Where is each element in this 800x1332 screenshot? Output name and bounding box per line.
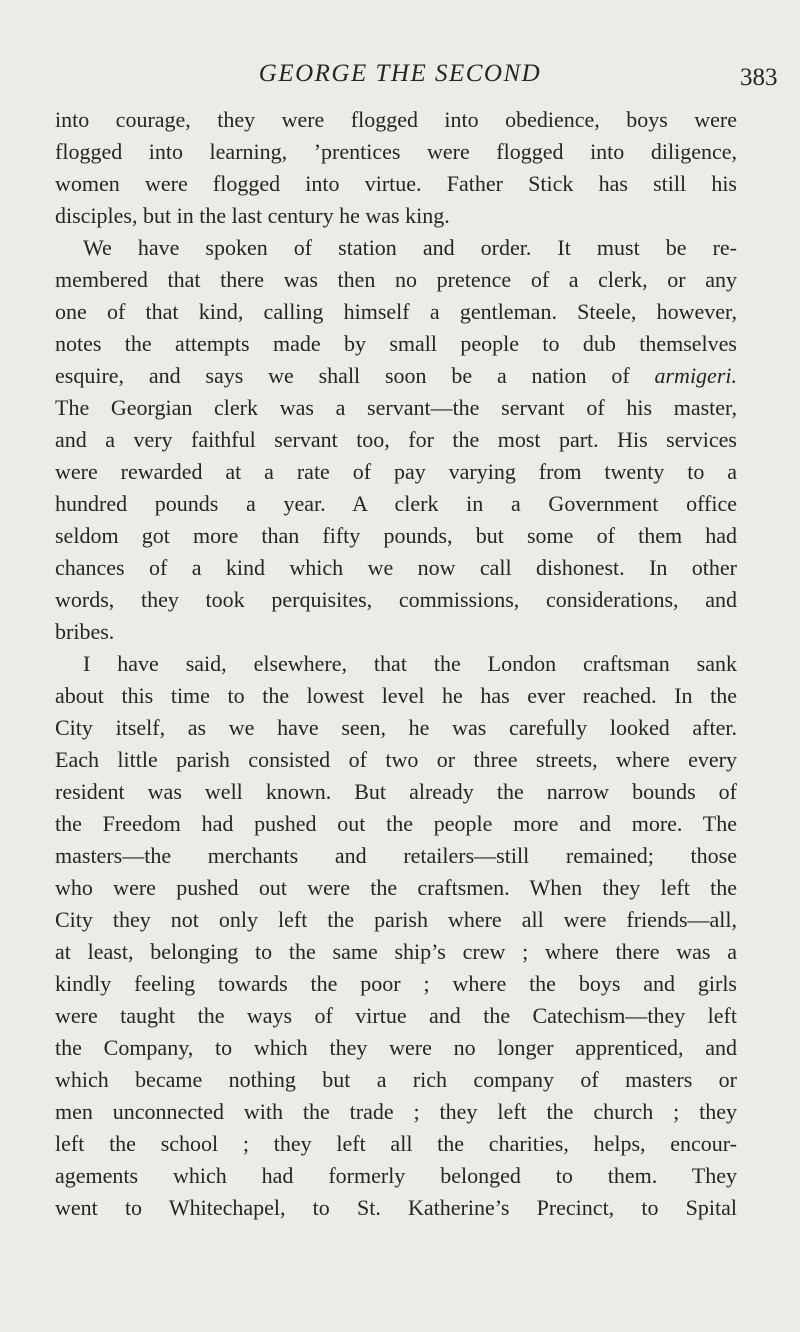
text-line: City they not only left the parish where all were friends—all, — [55, 907, 737, 932]
text-line: about this time to the lowest level he has ever reached. In the — [55, 683, 737, 708]
text-line: one of that kind, calling himself a gentleman. Steele, however, — [55, 299, 737, 324]
paragraph-3 — [55, 648, 737, 1224]
text-line: and a very faithful servant too, for the most part. His services — [55, 427, 737, 452]
text-line: The Georgian clerk was a servant—the servant of his master, — [55, 395, 737, 420]
text-line: kindly feeling towards the poor ; where the boys and girls — [55, 971, 737, 996]
page-number: 383 — [740, 64, 778, 91]
body-text — [55, 104, 737, 1224]
text-line: chances of a kind which we now call dishonest. In other — [55, 555, 737, 580]
text-line: notes the attempts made by small people to dub themselves — [55, 331, 737, 356]
paragraph-1 — [55, 104, 737, 232]
text-line: words, they took perquisites, commissions, considerations, and — [55, 587, 737, 612]
text-line: who were pushed out were the craftsmen. When they left the — [55, 875, 737, 900]
text-line: at least, belonging to the same ship’s crew ; where there was a — [55, 939, 737, 964]
text-line: masters—the merchants and retailers—still remained; those — [55, 843, 737, 868]
text-line: left the school ; they left all the charities, helps, encour- — [55, 1131, 737, 1156]
text-line: the Company, to which they were no longer apprenticed, and — [55, 1035, 737, 1060]
paragraph-2 — [55, 232, 737, 648]
text-line: were rewarded at a rate of pay varying from twenty to a — [55, 459, 737, 484]
text-line: flogged into learning, ’prentices were flogged into diligence, — [55, 139, 737, 164]
text-line: disciples, but in the last century he was king. — [55, 203, 450, 228]
text-line: were taught the ways of virtue and the Catechism—they left — [55, 1003, 737, 1028]
running-head: GEORGE THE SECOND — [258, 60, 542, 87]
text-line: hundred pounds a year. A clerk in a Government office — [55, 491, 737, 516]
text-line: I have said, elsewhere, that the London craftsman sank — [83, 651, 737, 676]
text-line: which became nothing but a rich company of masters or — [55, 1067, 737, 1092]
text-line: bribes. — [55, 619, 115, 644]
text-line: We have spoken of station and order. It must be re- — [83, 235, 737, 260]
italic-word: armigeri. — [654, 363, 737, 388]
text-line: Each little parish consisted of two or three streets, where every — [55, 747, 737, 772]
text-line: resident was well known. But already the narrow bounds of — [55, 779, 737, 804]
text-line: membered that there was then no pretence of a clerk, or any — [55, 267, 737, 292]
text-line-with-italic — [55, 360, 737, 392]
text-line: City itself, as we have seen, he was carefully looked after. — [55, 715, 737, 740]
text-line: women were flogged into virtue. Father Stick has still his — [55, 171, 737, 196]
text-line: men unconnected with the trade ; they left the church ; they — [55, 1099, 737, 1124]
text-line: agements which had formerly belonged to them. They — [55, 1163, 737, 1188]
text-line: the Freedom had pushed out the people more and more. The — [55, 811, 737, 836]
text-line: seldom got more than fifty pounds, but some of them had — [55, 523, 737, 548]
text-line: into courage, they were flogged into obedience, boys were — [55, 107, 737, 132]
text-line: went to Whitechapel, to St. Katherine’s Precinct, to Spital — [55, 1195, 737, 1220]
text-segment: esquire, and says we shall soon be a nation of — [55, 363, 655, 388]
